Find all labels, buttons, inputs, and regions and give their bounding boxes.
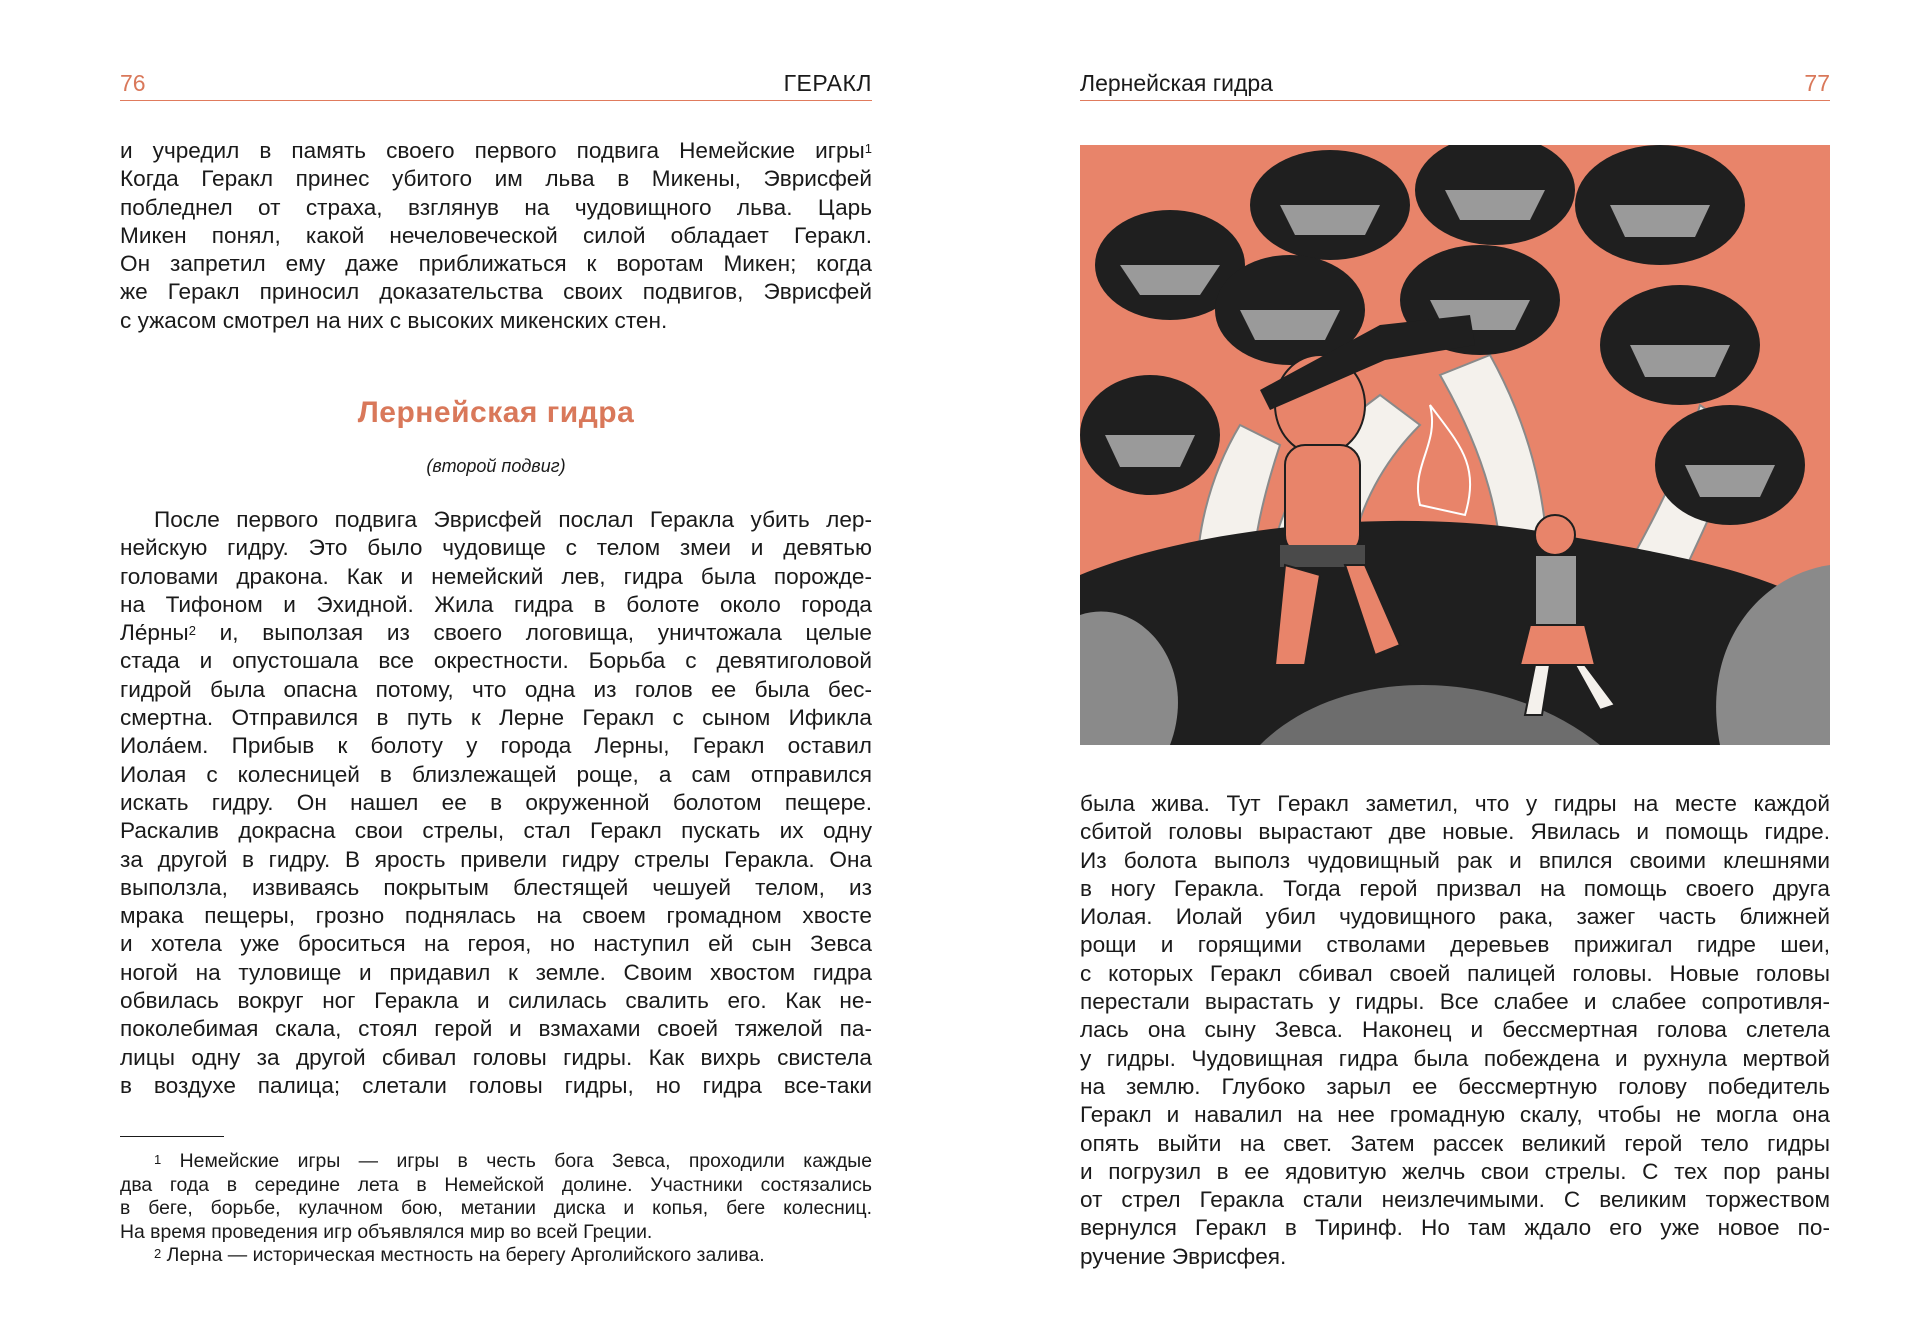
text-line: вернулся Геракл в Тиринф. Но там ждало его уже новое по- — [1080, 1215, 1830, 1241]
running-title-right: Лернейская гидра — [1080, 70, 1273, 96]
text-line: от стрел Геракла стали неизлечимыми. С великим торжеством — [1080, 1187, 1830, 1213]
text-line: и учредил в память своего первого подвига Немейские игры$^1$ — [120, 138, 872, 163]
text-line: с ужасом смотрел на них с высоких микенских стен. — [120, 307, 668, 333]
text-line: Он запретил ему даже приближаться к воротам Микен; когда — [120, 251, 872, 277]
text-line: ногой на туловище и придавил к земле. Своим хвостом гидра — [120, 959, 872, 985]
text-line: искать гидру. Он нашел ее в окруженной болотом пещере. — [120, 789, 872, 815]
text-line: и погрузил в ее ядовитую желчь свои стрелы. С тех пор раны — [1080, 1158, 1830, 1184]
text-line: же Геракл приносил доказательства своих подвигов, Эврисфей — [120, 279, 872, 305]
text-line: и хотела уже броситься на героя, но наступил ей сын Зевса — [120, 931, 872, 957]
text-line: лась она сыну Зевса. Наконец и бессмертная голова слетела — [1080, 1017, 1830, 1043]
right-page — [1080, 0, 1830, 1341]
text-line: стада и опустошала все окрестности. Борьба с девятиголовой — [120, 648, 872, 674]
text-line: сбитой головы вырастают две новые. Явилась и помощь гидре. — [1080, 819, 1830, 845]
text-line: рощи и горящими стволами деревьев прижигал гидре шеи, — [1080, 932, 1830, 958]
text-line: на землю. Глубоко зарыл ее бессмертную голову победитель — [1080, 1073, 1830, 1099]
footnote-line: в беге, борьбе, кулачном бою, метании диска и копья, беге колесниц. — [120, 1197, 872, 1219]
footnote-line: $^2$ Лерна — историческая местность на берегу Арголийского залива. — [154, 1244, 765, 1266]
footnote-line: $^1$ Немейские игры — игры в честь бога Зевса, проходили каждые — [154, 1150, 873, 1172]
intro-paragraph — [120, 137, 872, 335]
continued-paragraph — [1080, 790, 1830, 1271]
footnote-marker: 1 — [864, 141, 872, 156]
text-line: Иолая. Иолай убил чудовищного рака, зажег часть ближней — [1080, 904, 1830, 930]
text-line: в ногу Геракла. Тогда герой призвал на помощь своего друга — [1080, 875, 1830, 901]
text-line: выползла, извиваясь покрытым блестящей чешуей телом, из — [120, 874, 872, 900]
chapter-heading: Лернейская гидра — [357, 396, 635, 429]
text-line: головами дракона. Как и немейский лев, гидра была порожде- — [120, 563, 872, 589]
page-number-left: 76 — [120, 70, 146, 96]
text-line: была жива. Тут Геракл заметил, что у гидры на месте каждой — [1080, 791, 1830, 816]
text-line: смертна. Отправился в путь к Лерне Геракл с сыном Ификла — [120, 705, 872, 731]
text-line: Иола́ем. Прибыв к болоту у города Лерны, Геракл оставил — [120, 733, 872, 759]
text-line: Из болота выполз чудовищный рак и впился своими клешнями — [1080, 847, 1830, 873]
footnote-line: два года в середине лета в Немейской долине. Участники состязались — [120, 1173, 872, 1196]
text-line: нейскую гидру. Это было чудовище с телом змеи и девятью — [120, 535, 872, 561]
text-line: После первого подвига Эврисфей послал Геракла убить лер- — [154, 507, 872, 532]
footnotes — [120, 1150, 872, 1268]
running-header-right — [1080, 68, 1830, 101]
text-line: Ле́рны$^2$ и, выползая из своего логовища, уничтожала целые — [120, 620, 872, 646]
hydra-illustration — [1080, 145, 1830, 745]
text-line: поколебимая скала, стоял герой и взмахами своей тяжелой па- — [120, 1016, 872, 1042]
text-line: с которых Геракл сбивал своей палицей головы. Новые головы — [1080, 960, 1830, 986]
footnote-number: 2 — [154, 1246, 162, 1261]
footnote-number: 1 — [154, 1152, 162, 1167]
text-line: гидрой была опасна потому, что одна из голов ее была бес- — [120, 676, 872, 702]
text-line: на Тифоном и Эхидной. Жила гидра в болоте около города — [120, 591, 872, 617]
left-page — [120, 0, 872, 1341]
running-header-left — [120, 68, 872, 101]
footnote-divider — [120, 1136, 224, 1137]
text-line: у гидры. Чудовищная гидра была побеждена и рухнула мертвой — [1080, 1045, 1830, 1071]
text-line: лицы одну за другой сбивал головы гидры. Как вихрь свистела — [120, 1044, 872, 1070]
text-line: опять выйти на свет. Затем рассек великий герой тело гидры — [1080, 1130, 1830, 1156]
text-line: Когда Геракл принес убитого им льва в Микены, Эврисфей — [120, 166, 872, 192]
text-line: Геракл и навалил на нее громадную скалу, чтобы не могла она — [1080, 1102, 1830, 1128]
main-paragraph — [120, 506, 872, 1100]
text-line: мрака пещеры, грозно поднялась на своем громадном хвосте — [120, 903, 872, 929]
text-line: побледнел от страха, взглянув на чудовищного льва. Царь — [120, 194, 872, 220]
text-line: в воздухе палица; слетали головы гидры, но гидра все-таки — [120, 1072, 872, 1098]
footnote-line: На время проведения игр объявлялся мир во всей Греции. — [120, 1220, 653, 1243]
hydra-artwork — [1080, 145, 1830, 745]
chapter-subheading: (второй подвиг) — [426, 456, 566, 476]
text-line: ручение Эврисфея. — [1080, 1243, 1287, 1269]
text-line: за другой в гидру. В ярость привели гидру стрелы Геракла. Она — [120, 846, 872, 872]
text-line: перестали вырастать у гидры. Все слабее и слабее сопротивля- — [1080, 989, 1830, 1015]
text-line: Иолая с колесницей в близлежащей роще, а сам отправился — [120, 761, 872, 787]
text-line: обвилась вокруг ног Геракла и силилась свалить его. Как не- — [120, 988, 872, 1014]
page-number-right: 77 — [1804, 70, 1830, 96]
footnote-marker: 2 — [188, 623, 196, 639]
text-line: Раскалив докрасна свои стрелы, стал Геракл пускать их одну — [120, 818, 872, 844]
running-title-left: ГЕРАКЛ — [783, 70, 872, 96]
text-line: Микен понял, какой нечеловеческой силой обладает Геракл. — [120, 222, 872, 248]
